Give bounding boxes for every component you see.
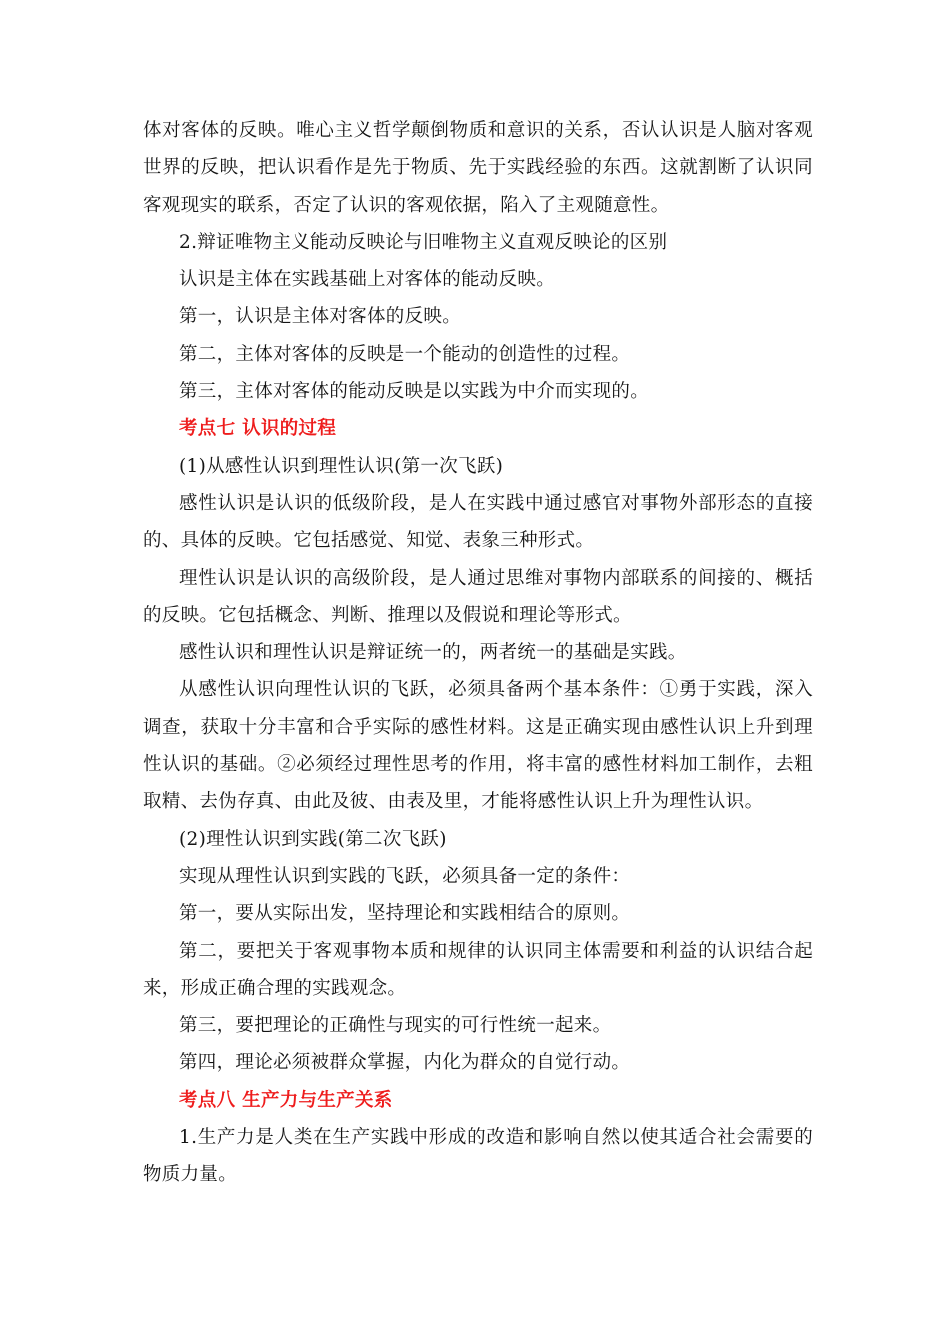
paragraph: 第一，认识是主体对客体的反映。 <box>179 306 462 328</box>
paragraph: 第二，主体对客体的反映是一个能动的创造性的过程。 <box>179 343 631 365</box>
subheading-reflection-difference: 2.辩证唯物主义能动反映论与旧唯物主义直观反映论的区别 <box>179 231 668 253</box>
paragraph-continuation: 体对客体的反映。唯心主义哲学颠倒物质和意识的关系，否认认识是人脑对客观世界的反映，把认识看作是先于物质、先于实践经验的东西。这就割断了认识同客观现实的联系，否定了认识的客观依据，陷入了主观随意性。 <box>143 120 813 216</box>
paragraph: 感性认识和理性认识是辩证统一的，两者统一的基础是实践。 <box>179 642 687 664</box>
paragraph: 第三，主体对客体的能动反映是以实践为中介而实现的。 <box>179 381 650 403</box>
paragraph: 实现从理性认识到实践的飞跃，必须具备一定的条件： <box>179 865 631 887</box>
paragraph: 认识是主体在实践基础上对客体的能动反映。 <box>179 269 556 291</box>
paragraph: 第一，要从实际出发，坚持理论和实践相结合的原则。 <box>179 903 631 925</box>
paragraph: 第三，要把理论的正确性与现实的可行性统一起来。 <box>179 1015 612 1037</box>
document-page <box>143 112 813 1194</box>
paragraph: 1.生产力是人类在生产实践中形成的改造和影响自然以使其适合社会需要的物质力量。 <box>143 1127 813 1186</box>
paragraph: 感性认识是认识的低级阶段，是人在实践中通过感官对事物外部形态的直接的、具体的反映。它包括感觉、知觉、表象三种形式。 <box>143 492 813 552</box>
subheading-first-leap: (1)从感性认识到理性认识(第一次飞跃) <box>179 455 504 477</box>
paragraph: 从感性认识向理性认识的飞跃，必须具备两个基本条件：①勇于实践，深入调查，获取十分丰富和合乎实际的感性材料。这是正确实现由感性认识上升到理性认识的基础。②必须经过理性思考的作用，将丰富的感性材料加工制作，去粗取精、去伪存真、由此及彼、由表及里，才能将感性认识上升为理性认识。 <box>143 679 813 813</box>
paragraph: 理性认识是认识的高级阶段，是人通过思维对事物内部联系的间接的、概括的反映。它包括概念、判断、推理以及假说和理论等形式。 <box>143 567 813 626</box>
subheading-second-leap: (2)理性认识到实践(第二次飞跃) <box>179 828 447 850</box>
section-heading-point-8: 考点八 生产力与生产关系 <box>179 1089 393 1111</box>
section-heading-point-7: 考点七 认识的过程 <box>179 418 337 440</box>
paragraph: 第二，要把关于客观事物本质和规律的认识同主体需要和利益的认识结合起来，形成正确合理的实践观念。 <box>143 940 813 999</box>
paragraph: 第四，理论必须被群众掌握，内化为群众的自觉行动。 <box>179 1052 631 1074</box>
